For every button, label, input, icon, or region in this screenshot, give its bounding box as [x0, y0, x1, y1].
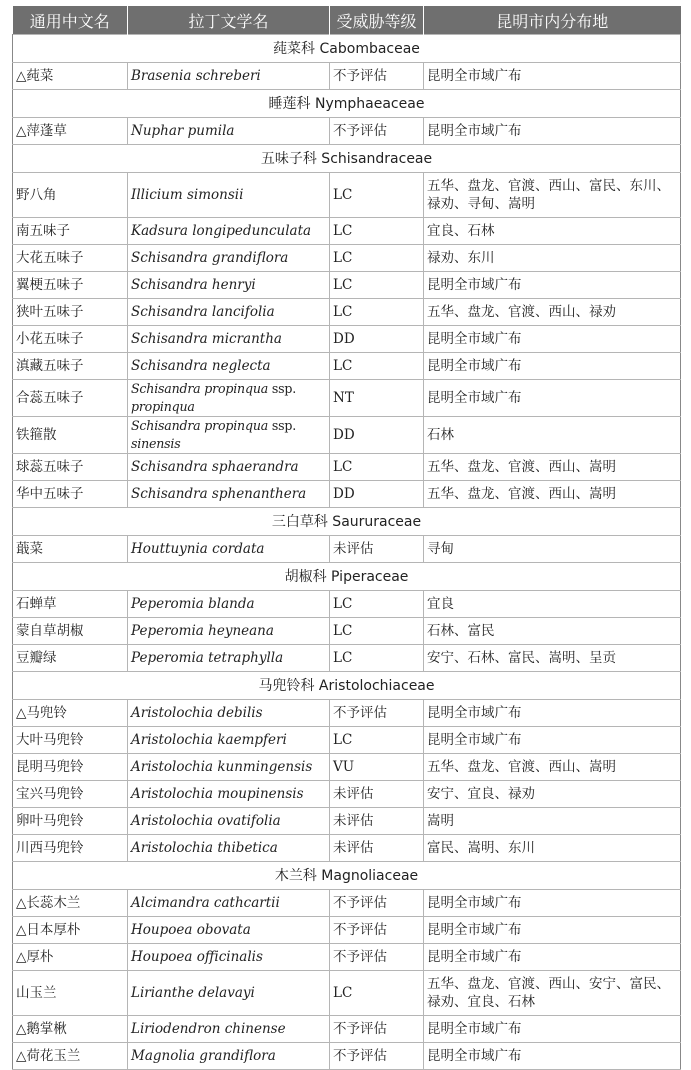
- common-name-cell: 宝兴马兜铃: [13, 781, 128, 808]
- threat-level-cell: LC: [330, 245, 424, 272]
- threat-level-cell: LC: [330, 971, 424, 1016]
- distribution-cell: 五华、盘龙、官渡、西山、禄劝: [424, 299, 681, 326]
- common-name-cell: △萍蓬草: [13, 118, 128, 145]
- latin-name-cell: Illicium simonsii: [128, 173, 330, 218]
- family-name: 三白草科 Saururaceae: [13, 508, 681, 536]
- latin-name-cell: Peperomia blanda: [128, 591, 330, 618]
- threat-level-cell: LC: [330, 454, 424, 481]
- threat-level-cell: 未评估: [330, 781, 424, 808]
- table-row: [13, 536, 681, 563]
- table-row: [13, 380, 681, 417]
- latin-name-cell: Peperomia tetraphylla: [128, 645, 330, 672]
- family-name: 木兰科 Magnoliaceae: [13, 862, 681, 890]
- family-row: [13, 508, 681, 536]
- family-name: 莼菜科 Cabombaceae: [13, 35, 681, 63]
- table-row: [13, 700, 681, 727]
- latin-infraspecific: sinensis: [131, 436, 181, 451]
- common-name-cell: 山玉兰: [13, 971, 128, 1016]
- common-name-cell: 南五味子: [13, 218, 128, 245]
- header-threat-level: 受威胁等级: [330, 6, 424, 35]
- common-name-cell: 昆明马兜铃: [13, 754, 128, 781]
- common-name-cell: △厚朴: [13, 944, 128, 971]
- latin-name-cell: Aristolochia thibetica: [128, 835, 330, 862]
- threat-level-cell: 不予评估: [330, 944, 424, 971]
- common-name-cell: △日本厚朴: [13, 917, 128, 944]
- latin-name-cell: [128, 417, 330, 454]
- threat-level-cell: 未评估: [330, 835, 424, 862]
- common-name-cell: 小花五味子: [13, 326, 128, 353]
- common-name-cell: 合蕊五味子: [13, 380, 128, 417]
- table-row: [13, 118, 681, 145]
- distribution-cell: 宜良: [424, 591, 681, 618]
- latin-name-cell: Schisandra grandiflora: [128, 245, 330, 272]
- threat-level-cell: LC: [330, 299, 424, 326]
- table-row: [13, 272, 681, 299]
- common-name-cell: 大叶马兜铃: [13, 727, 128, 754]
- latin-infraspecific: propinqua: [131, 399, 195, 414]
- latin-name-cell: Peperomia heyneana: [128, 618, 330, 645]
- table-row: [13, 481, 681, 508]
- threat-level-cell: 不予评估: [330, 917, 424, 944]
- threat-level-cell: LC: [330, 173, 424, 218]
- common-name-cell: 卵叶马兜铃: [13, 808, 128, 835]
- latin-name-cell: Schisandra neglecta: [128, 353, 330, 380]
- latin-name-cell: Houttuynia cordata: [128, 536, 330, 563]
- threat-level-cell: LC: [330, 218, 424, 245]
- common-name-cell: 滇藏五味子: [13, 353, 128, 380]
- latin-name-cell: [128, 380, 330, 417]
- table-row: [13, 326, 681, 353]
- threat-level-cell: LC: [330, 591, 424, 618]
- latin-name-cell: Aristolochia debilis: [128, 700, 330, 727]
- distribution-cell: 富民、嵩明、东川: [424, 835, 681, 862]
- latin-name-cell: Aristolochia ovatifolia: [128, 808, 330, 835]
- family-row: [13, 90, 681, 118]
- table-row: [13, 299, 681, 326]
- distribution-cell: 石林: [424, 417, 681, 454]
- table-row: [13, 454, 681, 481]
- table-row: [13, 353, 681, 380]
- header-row: [13, 6, 681, 35]
- header-common-name: 通用中文名: [13, 6, 128, 35]
- common-name-cell: 川西马兜铃: [13, 835, 128, 862]
- threat-level-cell: 不予评估: [330, 63, 424, 90]
- distribution-cell: 昆明全市域广布: [424, 63, 681, 90]
- threat-level-cell: 未评估: [330, 536, 424, 563]
- distribution-cell: 昆明全市域广布: [424, 1043, 681, 1070]
- table-row: [13, 173, 681, 218]
- latin-name-cell: Brasenia schreberi: [128, 63, 330, 90]
- common-name-cell: △鹅掌楸: [13, 1016, 128, 1043]
- threat-level-cell: 不予评估: [330, 890, 424, 917]
- latin-name-cell: Nuphar pumila: [128, 118, 330, 145]
- distribution-cell: 五华、盘龙、官渡、西山、嵩明: [424, 754, 681, 781]
- threat-level-cell: DD: [330, 417, 424, 454]
- distribution-cell: 嵩明: [424, 808, 681, 835]
- latin-name-cell: Liriodendron chinense: [128, 1016, 330, 1043]
- distribution-cell: 昆明全市域广布: [424, 380, 681, 417]
- threat-level-cell: 不予评估: [330, 1043, 424, 1070]
- family-row: [13, 35, 681, 63]
- threat-level-cell: LC: [330, 727, 424, 754]
- distribution-cell: 昆明全市域广布: [424, 944, 681, 971]
- family-name: 睡莲科 Nymphaeaceae: [13, 90, 681, 118]
- table-row: [13, 645, 681, 672]
- threat-level-cell: 不予评估: [330, 700, 424, 727]
- threat-level-cell: 未评估: [330, 808, 424, 835]
- distribution-cell: 禄劝、东川: [424, 245, 681, 272]
- threat-level-cell: 不予评估: [330, 1016, 424, 1043]
- common-name-cell: 球蕊五味子: [13, 454, 128, 481]
- common-name-cell: 豆瓣绿: [13, 645, 128, 672]
- distribution-cell: 安宁、石林、富民、嵩明、呈贡: [424, 645, 681, 672]
- table-row: [13, 890, 681, 917]
- header-latin-name: 拉丁文学名: [128, 6, 330, 35]
- table-row: [13, 781, 681, 808]
- table-row: [13, 917, 681, 944]
- table-row: [13, 944, 681, 971]
- table-row: [13, 218, 681, 245]
- distribution-cell: 安宁、宜良、禄劝: [424, 781, 681, 808]
- family-name: 五味子科 Schisandraceae: [13, 145, 681, 173]
- threat-level-cell: LC: [330, 272, 424, 299]
- table-body: [13, 35, 681, 1070]
- threat-level-cell: DD: [330, 326, 424, 353]
- latin-name-cell: Magnolia grandiflora: [128, 1043, 330, 1070]
- latin-name-cell: Houpoea officinalis: [128, 944, 330, 971]
- threat-level-cell: VU: [330, 754, 424, 781]
- distribution-cell: 昆明全市域广布: [424, 700, 681, 727]
- family-row: [13, 672, 681, 700]
- threat-level-cell: LC: [330, 353, 424, 380]
- threat-level-cell: LC: [330, 645, 424, 672]
- latin-binomial: Schisandra propinqua: [131, 381, 269, 396]
- common-name-cell: 大花五味子: [13, 245, 128, 272]
- threat-level-cell: 不予评估: [330, 118, 424, 145]
- common-name-cell: 铁箍散: [13, 417, 128, 454]
- latin-rank: ssp.: [271, 381, 297, 396]
- distribution-cell: 五华、盘龙、官渡、西山、安宁、富民、禄劝、宜良、石林: [424, 971, 681, 1016]
- distribution-cell: 五华、盘龙、官渡、西山、嵩明: [424, 454, 681, 481]
- table-row: [13, 245, 681, 272]
- table-row: [13, 618, 681, 645]
- latin-name-cell: Aristolochia kunmingensis: [128, 754, 330, 781]
- table-row: [13, 417, 681, 454]
- common-name-cell: 狭叶五味子: [13, 299, 128, 326]
- header-distribution: 昆明市内分布地: [424, 6, 681, 35]
- family-row: [13, 145, 681, 173]
- common-name-cell: △荷花玉兰: [13, 1043, 128, 1070]
- distribution-cell: 五华、盘龙、官渡、西山、富民、东川、禄劝、寻甸、嵩明: [424, 173, 681, 218]
- common-name-cell: 蕺菜: [13, 536, 128, 563]
- common-name-cell: 石蝉草: [13, 591, 128, 618]
- latin-name-cell: Schisandra sphaerandra: [128, 454, 330, 481]
- latin-name-cell: Houpoea obovata: [128, 917, 330, 944]
- latin-name-cell: Lirianthe delavayi: [128, 971, 330, 1016]
- latin-name-cell: Schisandra henryi: [128, 272, 330, 299]
- family-name: 马兜铃科 Aristolochiaceae: [13, 672, 681, 700]
- table-row: [13, 808, 681, 835]
- latin-name-cell: Alcimandra cathcartii: [128, 890, 330, 917]
- distribution-cell: 昆明全市域广布: [424, 353, 681, 380]
- distribution-cell: 昆明全市域广布: [424, 1016, 681, 1043]
- distribution-cell: 石林、富民: [424, 618, 681, 645]
- distribution-cell: 昆明全市域广布: [424, 118, 681, 145]
- table-row: [13, 591, 681, 618]
- latin-name-cell: Schisandra micrantha: [128, 326, 330, 353]
- latin-name-cell: Aristolochia kaempferi: [128, 727, 330, 754]
- latin-name-cell: Schisandra lancifolia: [128, 299, 330, 326]
- common-name-cell: 野八角: [13, 173, 128, 218]
- family-name: 胡椒科 Piperaceae: [13, 563, 681, 591]
- distribution-cell: 昆明全市域广布: [424, 890, 681, 917]
- common-name-cell: △莼菜: [13, 63, 128, 90]
- table-row: [13, 754, 681, 781]
- threat-level-cell: LC: [330, 618, 424, 645]
- common-name-cell: △马兜铃: [13, 700, 128, 727]
- distribution-cell: 五华、盘龙、官渡、西山、嵩明: [424, 481, 681, 508]
- distribution-cell: 宜良、石林: [424, 218, 681, 245]
- distribution-cell: 昆明全市域广布: [424, 917, 681, 944]
- latin-name-cell: Schisandra sphenanthera: [128, 481, 330, 508]
- threat-level-cell: DD: [330, 481, 424, 508]
- distribution-cell: 昆明全市域广布: [424, 326, 681, 353]
- distribution-cell: 昆明全市域广布: [424, 727, 681, 754]
- family-row: [13, 862, 681, 890]
- table-row: [13, 1043, 681, 1070]
- species-table: [12, 6, 681, 1070]
- distribution-cell: 寻甸: [424, 536, 681, 563]
- family-row: [13, 563, 681, 591]
- threat-level-cell: NT: [330, 380, 424, 417]
- table-row: [13, 971, 681, 1016]
- table-row: [13, 727, 681, 754]
- latin-rank: ssp.: [271, 418, 297, 433]
- latin-binomial: Schisandra propinqua: [131, 418, 269, 433]
- common-name-cell: △长蕊木兰: [13, 890, 128, 917]
- common-name-cell: 蒙自草胡椒: [13, 618, 128, 645]
- table-row: [13, 1016, 681, 1043]
- latin-name-cell: Aristolochia moupinensis: [128, 781, 330, 808]
- table-row: [13, 63, 681, 90]
- common-name-cell: 华中五味子: [13, 481, 128, 508]
- common-name-cell: 翼梗五味子: [13, 272, 128, 299]
- distribution-cell: 昆明全市域广布: [424, 272, 681, 299]
- latin-name-cell: Kadsura longipedunculata: [128, 218, 330, 245]
- table-row: [13, 835, 681, 862]
